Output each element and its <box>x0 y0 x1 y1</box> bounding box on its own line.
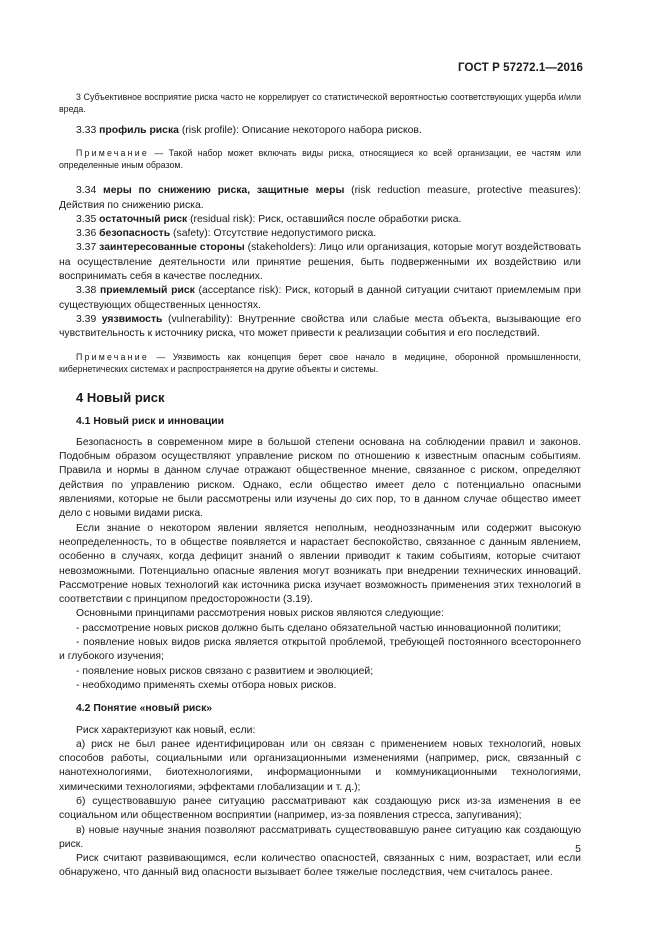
definition-term: безопасность <box>99 228 171 240</box>
definition-term: меры по снижению риска, защитные меры <box>103 185 345 197</box>
definition-text: (safety): Отсутствие недопустимого риска. <box>170 228 377 240</box>
document-code: ГОСТ Р 57272.1—2016 <box>458 62 583 74</box>
paragraph-4-2-2: Риск считают развивающимся, если количество опасностей, связанных с ним, возрастает, или если обнаружено, что данный вид опасности вызывает более тяжелые последствия, чем считалось ранее. <box>59 853 581 879</box>
list-item-4-2-b: б) существовавшую ранее ситуацию рассматривают как создающую риск из-за изменения в ее социальном или общественном восприятии (например, из-за появления стресса, запугивания); <box>59 795 581 822</box>
note-3-33 <box>59 147 581 171</box>
definition-3-35 <box>59 213 581 227</box>
definition-number: 3.39 <box>76 313 97 325</box>
note-text: — Такой набор может включать виды риска, относящиеся ко всей организации, ее частям или определенные иным образом. <box>59 148 581 171</box>
definition-term: заинтересованные стороны <box>99 242 245 254</box>
definition-term: остаточный риск <box>99 213 188 225</box>
page-number: 5 <box>575 843 581 855</box>
list-item-4-2-c: в) новые научные знания позволяют рассматривать существовавшую ранее ситуацию как создающую риск. <box>59 824 581 850</box>
definition-number: 3.33 <box>76 125 97 136</box>
subsection-heading-4-1: 4.1 Новый риск и инновации <box>76 415 225 427</box>
list-item-4-2-a: а) риск не был ранее идентифицирован или он связан с применением новых технологий, новых способов работы, социальными или организационными изменениями (например, риск, связанный с нанотехнологиями, биотехнологиями, информационными и коммуникационными технологиями, химическими технологиями, эффектами глобализации и т. д.); <box>59 738 581 793</box>
note-label: Примечание <box>76 148 149 159</box>
definition-3-33 <box>59 124 581 138</box>
section-heading-4: 4 Новый риск <box>76 389 165 405</box>
definition-number: 3.36 <box>76 228 97 240</box>
page-content <box>59 91 581 881</box>
definition-3-36 <box>59 227 581 241</box>
definition-text: (risk reduction measure, protective measures): Действия по снижению риска. <box>59 185 581 211</box>
paragraph-4-1-2: Если знание о некотором явлении является неполным, неодноззначным или содержит высокую неопределенность, то в обществе появляется и нарастает беспокойство, связанное с данным явлением, особенно в случаях, когда дефицит знаний о явлении приводит к таким событиям, которые считают невозможными. Потенциально опасные явления могут возникать при внедрении технических инноваций. Рассмотрение новых технологий как источника риска изучает возможность применения этих технологий в соответствии с принципом предосторожности (3.19). <box>59 522 581 606</box>
note-label: Примечание <box>76 351 149 362</box>
list-item-4-1-4: - необходимо применять схемы отбора новых рисков. <box>76 679 337 691</box>
definition-term: уязвимость <box>101 313 163 325</box>
definition-text: (stakeholders): Лицо или организация, которые могут воздействовать на осуществление деятельности или принятие решения, быть подверженными их воздействию или воспринимать себя в качестве последних. <box>59 242 581 283</box>
definition-3-37 <box>59 241 581 284</box>
definition-3-39 <box>59 313 581 342</box>
note-text: — Уязвимость как концепция берет свое начало в медицине, оборонной промышленности, кибернетических системах и распространяется на другие объекты и системы. <box>59 351 581 374</box>
paragraph-4-2-1: Риск характеризуют как новый, если: <box>76 724 256 736</box>
paragraph-4-1-3: Основными принципами рассмотрения новых рисков являются следующие: <box>76 608 444 620</box>
list-item-4-1-2: - появление новых видов риска является открытой проблемой, требующей постоянного всестороннего и глубокого изучения; <box>59 637 581 663</box>
definition-number: 3.34 <box>76 185 97 197</box>
definition-number: 3.37 <box>76 242 97 254</box>
note-3-39 <box>59 351 581 375</box>
definition-text: (risk profile): Описание некоторого набора рисков. <box>178 125 422 136</box>
subsection-heading-4-2: 4.2 Понятие «новый риск» <box>76 703 213 715</box>
paragraph-4-1-1: Безопасность в современном мире в большой степени основана на соблюдении правил и законов. Подобным образом осуществляют управление риском по отношению к известным опасным событиям. Правила и нормы в данном случае отражают общественное мнение, связанное с риском, определяют действия по управлению риском. Однако, если общество имеет дело с потенциально опасными явлениями, которые не были рассмотрены или изучены до сих пор, то в данном случае общество имеет дело с новыми видами риска. <box>59 436 581 520</box>
definition-text: (vulnerability): Внутренние свойства или слабые места объекта, вызывающие его чувствительность к источнику риска, что может привести к реализации события и его последствий. <box>59 313 582 340</box>
definition-term: приемлемый риск <box>99 285 195 297</box>
note-3: 3 Субъективное восприятие риска часто не коррелирует со статистической вероятностью соответствующих ущерба и/или вреда. <box>59 92 581 114</box>
definition-term: профиль риска <box>99 125 179 136</box>
definition-number: 3.35 <box>76 213 97 225</box>
definition-number: 3.38 <box>76 285 97 297</box>
definition-3-38 <box>59 284 581 313</box>
list-item-4-1-1: - рассмотрение новых рисков должно быть сделано обязательной частью инновационной политики; <box>76 622 562 634</box>
definition-3-34 <box>59 184 581 213</box>
definition-text: (residual risk): Риск, оставшийся после обработки риска. <box>187 213 462 225</box>
list-item-4-1-3: - появление новых рисков связано с развитием и эволюцией; <box>76 665 374 677</box>
definition-text: (acceptance risk): Риск, который в данной ситуации считают приемлемым при существующих общественных ценностях. <box>59 285 581 311</box>
